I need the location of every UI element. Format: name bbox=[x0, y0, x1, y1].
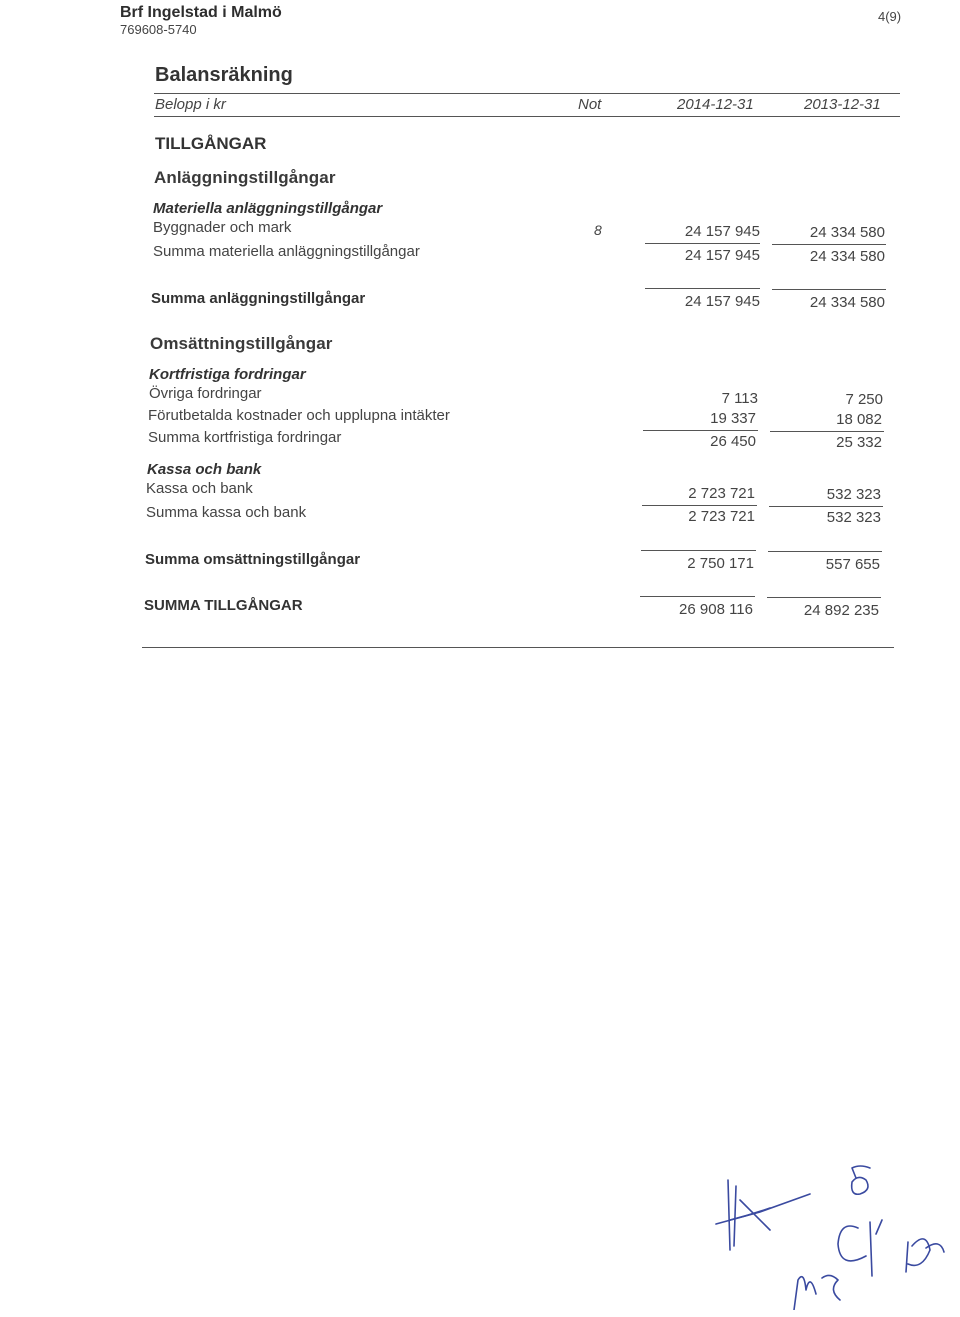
subtotal-rule-4a bbox=[642, 505, 757, 506]
other-receivables-2014: 7 113 bbox=[721, 390, 758, 407]
amount-unit-label: Belopp i kr bbox=[155, 96, 226, 113]
total-assets-2014: 26 908 116 bbox=[679, 601, 753, 618]
tangible-sum-label: Summa materiella anläggningstillgångar bbox=[153, 243, 420, 260]
fixed-assets-sum-2013: 24 334 580 bbox=[809, 294, 885, 311]
title-rule bbox=[154, 93, 900, 94]
subtotal-rule-2b bbox=[772, 289, 886, 290]
current-assets-sum-2013: 557 655 bbox=[825, 556, 880, 573]
receivables-heading: Kortfristiga fordringar bbox=[149, 366, 306, 383]
receivables-sum-2013: 25 332 bbox=[836, 434, 882, 451]
cash-2014: 2 723 721 bbox=[688, 485, 755, 502]
tangible-assets-heading: Materiella anläggningstillgångar bbox=[153, 200, 383, 217]
cash-label: Kassa och bank bbox=[146, 480, 253, 497]
cash-sum-2013: 532 323 bbox=[826, 509, 881, 526]
fixed-assets-sum-2014: 24 157 945 bbox=[684, 293, 760, 310]
tangible-sum-2014: 24 157 945 bbox=[684, 247, 760, 264]
fixed-assets-sum-label: Summa anläggningstillgångar bbox=[151, 290, 366, 307]
subtotal-rule-3b bbox=[770, 431, 884, 432]
prepaid-label: Förutbetalda kostnader och upplupna intäkter bbox=[148, 407, 450, 424]
subtotal-rule-2a bbox=[645, 288, 760, 289]
subtotal-rule-1a bbox=[645, 243, 760, 244]
organization-number: 769608-5740 bbox=[120, 22, 197, 37]
other-receivables-2013: 7 250 bbox=[845, 391, 883, 408]
current-assets-sum-label: Summa omsättningstillgångar bbox=[145, 551, 361, 568]
page-title: Balansräkning bbox=[155, 64, 293, 86]
fixed-assets-heading: Anläggningstillgångar bbox=[154, 168, 336, 187]
receivables-sum-2014: 26 450 bbox=[710, 433, 756, 450]
receivables-sum-label: Summa kortfristiga fordringar bbox=[148, 429, 342, 446]
signature-initials bbox=[700, 1160, 960, 1310]
total-assets-label: SUMMA TILLGÅNGAR bbox=[144, 597, 303, 614]
buildings-note: 8 bbox=[594, 222, 602, 238]
bottom-rule bbox=[142, 647, 894, 648]
cash-heading: Kassa och bank bbox=[147, 461, 262, 478]
prepaid-2014: 19 337 bbox=[710, 410, 756, 427]
subtotal-rule-5b bbox=[768, 551, 882, 552]
current-assets-heading: Omsättningstillgångar bbox=[150, 334, 333, 353]
page-number: 4(9) bbox=[878, 9, 902, 24]
note-column-header: Not bbox=[578, 96, 602, 113]
organization-name: Brf Ingelstad i Malmö bbox=[120, 4, 282, 21]
cash-sum-label: Summa kassa och bank bbox=[146, 504, 307, 521]
prepaid-2013: 18 082 bbox=[836, 411, 882, 428]
subtotal-rule-1b bbox=[772, 244, 886, 245]
total-rule-b bbox=[767, 597, 881, 598]
total-rule-a bbox=[640, 596, 755, 597]
total-assets-2013: 24 892 235 bbox=[803, 602, 879, 619]
buildings-label: Byggnader och mark bbox=[153, 219, 292, 236]
header-rule bbox=[154, 116, 900, 117]
subtotal-rule-3a bbox=[643, 430, 758, 431]
subtotal-rule-4b bbox=[769, 506, 883, 507]
cash-sum-2014: 2 723 721 bbox=[688, 508, 755, 525]
cash-2013: 532 323 bbox=[826, 486, 881, 503]
subtotal-rule-5a bbox=[641, 550, 756, 551]
current-assets-sum-2014: 2 750 171 bbox=[687, 555, 754, 572]
assets-heading: TILLGÅNGAR bbox=[155, 134, 267, 153]
other-receivables-label: Övriga fordringar bbox=[149, 385, 262, 402]
year1-column-header: 2014-12-31 bbox=[677, 96, 754, 113]
buildings-value-2013: 24 334 580 bbox=[809, 224, 885, 241]
year2-column-header: 2013-12-31 bbox=[804, 96, 881, 113]
tangible-sum-2013: 24 334 580 bbox=[809, 248, 885, 265]
buildings-value-2014: 24 157 945 bbox=[684, 223, 760, 240]
